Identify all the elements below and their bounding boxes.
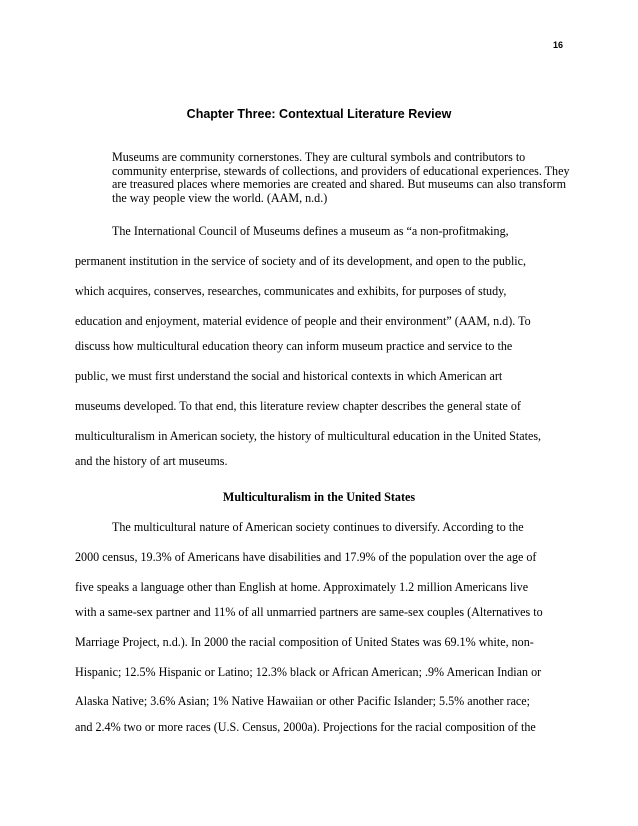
paragraph-line: and the history of art museums. [75, 454, 228, 468]
chapter-title: Chapter Three: Contextual Literature Review [186, 107, 452, 121]
block-quote: Museums are community cornerstones. They are cultural symbols and contributors to community enterprise, stewards of collections, and providers of educational experiences. They are treasured places where memories are created and shared. But museums can also transform the way people view the world. (AAM, n.d.) [112, 150, 570, 205]
paragraph-line: and 2.4% two or more races (U.S. Census, 2000a). Projections for the racial composition of the [75, 720, 536, 734]
section-heading: Multiculturalism in the United States [222, 490, 416, 504]
paragraph-line: Hispanic; 12.5% Hispanic or Latino; 12.3% black or African American; .9% American Indian or [75, 665, 542, 679]
paragraph-line: Alaska Native; 3.6% Asian; 1% Native Hawaiian or other Pacific Islander; 5.5% another race; [75, 694, 531, 708]
paragraph-line: discuss how multicultural education theory can inform museum practice and service to the [75, 339, 513, 353]
paragraph-line: The multicultural nature of American society continues to diversify. According to the [112, 520, 524, 534]
paragraph-line: permanent institution in the service of society and of its development, and open to the public, [75, 254, 527, 268]
paragraph-line: five speaks a language other than English at home. Approximately 1.2 million Americans live [75, 580, 529, 594]
paragraph-line: 2000 census, 19.3% of Americans have disabilities and 17.9% of the population over the age of [75, 550, 537, 564]
paragraph-line: education and enjoyment, material evidence of people and their environment” (AAM, n.d). To [75, 314, 531, 328]
page-number: 16 [552, 40, 563, 50]
paragraph-line: Marriage Project, n.d.). In 2000 the racial composition of United States was 69.1% white, non- [75, 635, 534, 649]
paragraph-line: which acquires, conserves, researches, communicates and exhibits, for purposes of study, [75, 284, 507, 298]
paragraph-line: The International Council of Museums defines a museum as “a non-profitmaking, [112, 224, 509, 238]
paragraph-line: multiculturalism in American society, the history of multicultural education in the United States, [75, 429, 542, 443]
paragraph-line: public, we must first understand the social and historical contexts in which American art [75, 369, 503, 383]
paragraph-line: museums developed. To that end, this literature review chapter describes the general state of [75, 399, 521, 413]
paragraph-line: with a same-sex partner and 11% of all unmarried partners are same-sex couples (Alternatives to [75, 605, 543, 619]
